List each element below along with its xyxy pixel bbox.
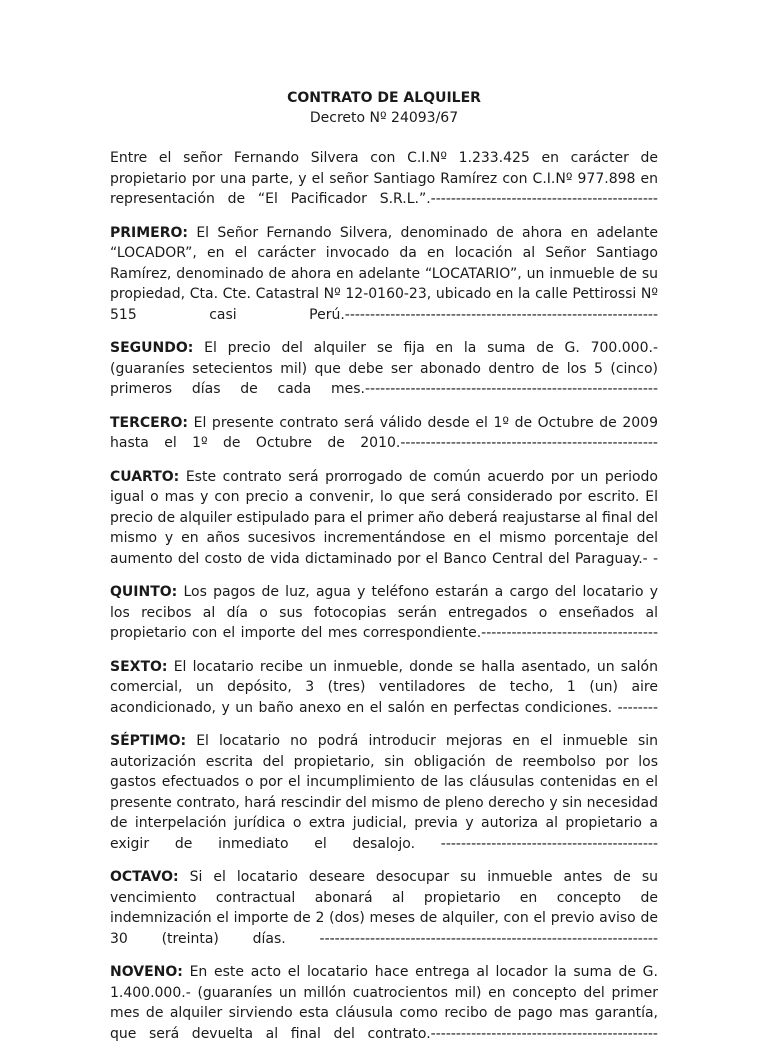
clause-septimo [110, 731, 658, 854]
intro-paragraph: Entre el señor Fernando Silvera con C.I.Nº 1.233.425 en carácter de propietario por una parte, y el señor Santiago Ramírez con C.I.Nº 977.898 en representación de “El Pacificador S.R.L.”.--------------------------------------------- [110, 150, 658, 207]
clause-primero [110, 223, 658, 326]
clause-cuarto [110, 467, 658, 570]
clause-label: SEGUNDO: [110, 340, 194, 356]
clause-label: TERCERO: [110, 414, 189, 431]
document-title: CONTRATO DE ALQUILER [287, 90, 481, 106]
clause-octavo [110, 867, 658, 949]
clause-segundo [110, 338, 658, 400]
clause-label: OCTAVO: [110, 869, 179, 885]
clause-text: Este contrato será prorrogado de común acuerdo por un periodo igual o mas y con precio a convenir, lo que será considerado por escrito. El precio de alquiler estipulado para el primer año deberá reajustarse al final del mismo y en años sucesivos incrementándose en el mismo porcentaje del aumento del costo de vida dictaminado por el Banco Central del Paraguay.- - [110, 468, 658, 567]
clause-text: El locatario no podrá introducir mejoras en el inmueble sin autorización escrita del propietario, sin obligación de reembolso por los gastos efectuados o por el incumplimiento de las cláusulas contenidas en el presente contrato, hará rescindir del mismo de pleno derecho y sin necesidad de interpelación jurídica o extra judicial, previa y autoriza al propietario a exigir de inmediato el desalojo. ------------------------------------------- [110, 733, 658, 852]
clause-text: El Señor Fernando Silvera, denominado de ahora en adelante “LOCADOR”, en el carácter invocado da en locación al Señor Santiago Ramírez, denominado de ahora en adelante “LOCATARIO”, un inmueble de su propiedad, Cta. Cte. Catastral Nº 12-0160-23, ubicado en la calle Pettirossi Nº 515 casi Perú.-------------------------------------------------------------- [110, 224, 658, 323]
document-header [110, 88, 658, 128]
clause-label: CUARTO: [110, 468, 180, 485]
clause-text: El precio del alquiler se fija en la suma de G. 700.000.- (guaraníes setecientos mil) que debe ser abonado dentro de los 5 (cinco) primeros días de cada mes.---------------------------------------------------------- [110, 340, 658, 397]
clause-noveno [110, 962, 658, 1044]
clause-text: Los pagos de luz, agua y teléfono estarán a cargo del locatario y los recibos al día o sus fotocopias serán entregados o enseñados al propietario con el importe del mes correspondiente.----------------------------------- [110, 584, 658, 641]
clause-label: NOVENO: [110, 964, 183, 980]
document-subtitle: Decreto Nº 24093/67 [309, 110, 459, 126]
clause-text: En este acto el locatario hace entrega al locador la suma de G. 1.400.000.- (guaraníes un millón cuatrocientos mil) en concepto del primer mes de alquiler sirviendo esta cláusula como recibo de pago mas garantía, que será devuelta al final del contrato.--------------------------------------------- [110, 964, 658, 1042]
clause-label: QUINTO: [110, 584, 178, 600]
clause-label: SEXTO: [110, 658, 168, 675]
clause-sexto [110, 657, 658, 719]
clause-quinto [110, 582, 658, 644]
clause-text: Si el locatario deseare desocupar su inmueble antes de su vencimiento contractual abonará al propietario en concepto de indemnización el importe de 2 (dos) meses de alquiler, con el previo aviso de 30 (treinta) días. ------------------------------------------------------------------- [110, 869, 658, 947]
clause-text: El locatario recibe un inmueble, donde se halla asentado, un salón comercial, un depósito, 3 (tres) ventiladores de techo, 1 (un) aire acondicionado, y un baño anexo en el salón en perfectas condiciones. -------- [110, 658, 658, 716]
clause-label: PRIMERO: [110, 224, 189, 241]
clause-text: El presente contrato será válido desde el 1º de Octubre de 2009 hasta el 1º de Octubre de 2010.--------------------------------------------------- [110, 414, 658, 451]
clause-label: SÉPTIMO: [110, 733, 187, 749]
clause-tercero [110, 413, 658, 454]
